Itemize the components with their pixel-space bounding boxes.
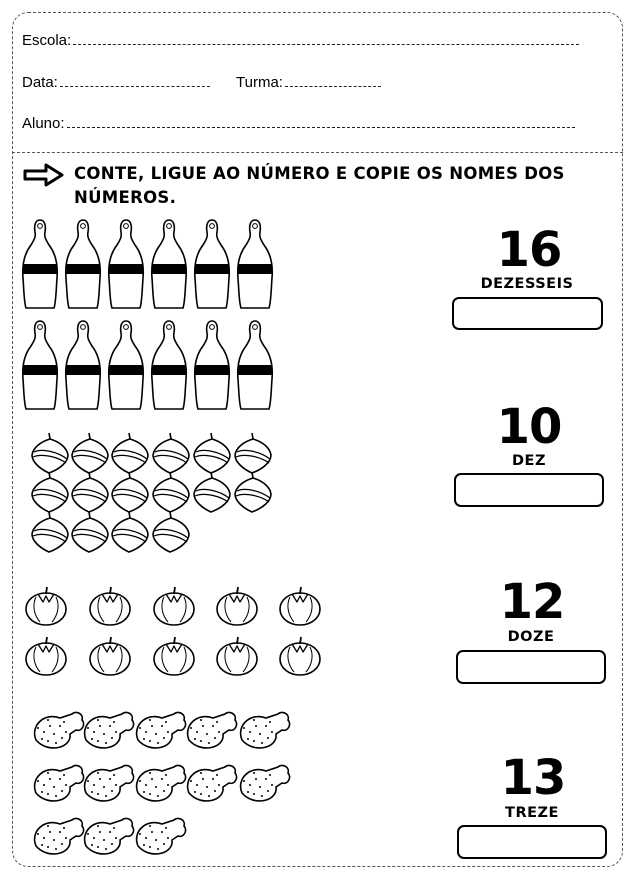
word-dezesseis: DEZESSEIS [480, 276, 574, 292]
bowling-pin-icon [195, 321, 229, 409]
spinning-top-icon [153, 472, 189, 512]
spinning-top-icon [32, 512, 68, 552]
spinning-top-icon [194, 472, 230, 512]
spinning-top-icon [32, 472, 68, 512]
tomato-icon [217, 637, 257, 675]
instruction-text: CONTE, LIGUE AO NÚMERO E COPIE OS NOMES DOS NÚMEROS. [74, 164, 565, 207]
tomato-icon [154, 587, 194, 625]
chicken-drumstick-icon [241, 712, 290, 748]
spinning-top-icon [32, 433, 68, 473]
spinning-top-icon [72, 472, 108, 512]
number-12: 12 [499, 574, 565, 630]
spinning-top-icon [235, 472, 271, 512]
chicken-drumstick-icon [241, 765, 290, 801]
word-dez: DEZ [512, 453, 546, 469]
chicken-drumstick-icon [85, 712, 134, 748]
bowling-pin-icon [66, 220, 100, 308]
spinning-top-icon [72, 512, 108, 552]
spinning-top-icon [194, 433, 230, 473]
word-treze: TREZE [505, 805, 559, 821]
spinning-top-icon [112, 433, 148, 473]
bowling-pin-icon [109, 321, 143, 409]
chicken-drumstick-icon [35, 765, 84, 801]
chicken-drumstick-icon [137, 712, 186, 748]
bowling-pin-icon [66, 321, 100, 409]
chicken-drumstick-icon [137, 765, 186, 801]
spinning-top-icon [153, 512, 189, 552]
spinning-top-icon [153, 433, 189, 473]
tomato-icon [154, 637, 194, 675]
number-16: 16 [496, 222, 562, 278]
chicken-drumstick-icon [85, 818, 134, 854]
bowling-pin-icon [195, 220, 229, 308]
word-doze: DOZE [507, 629, 555, 645]
tomato-icon [280, 637, 320, 675]
class-label: Turma: [236, 74, 283, 91]
tomato-icon [26, 637, 66, 675]
chicken-drumstick-icon [188, 765, 237, 801]
chicken-drumstick-icon [188, 712, 237, 748]
spinning-top-icon [235, 433, 271, 473]
bowling-pin-icon [109, 220, 143, 308]
chicken-drumstick-icon [137, 818, 186, 854]
bowling-pin-icon [23, 321, 57, 409]
chicken-drumstick-icon [35, 712, 84, 748]
bowling-pin-icon [238, 220, 272, 308]
number-10: 10 [496, 399, 562, 455]
tomato-icon [90, 587, 130, 625]
student-label: Aluno: [22, 115, 65, 132]
spinning-top-icon [112, 512, 148, 552]
bowling-pin-icon [152, 220, 186, 308]
bowling-pin-icon [152, 321, 186, 409]
tomato-icon [90, 637, 130, 675]
number-13: 13 [500, 750, 566, 806]
chicken-drumstick-icon [85, 765, 134, 801]
tomato-icon [280, 587, 320, 625]
date-label: Data: [22, 74, 58, 91]
school-label: Escola: [22, 32, 72, 49]
spinning-top-icon [112, 472, 148, 512]
tomato-icon [217, 587, 257, 625]
tomato-icon [26, 587, 66, 625]
chicken-drumstick-icon [35, 818, 84, 854]
bowling-pin-icon [238, 321, 272, 409]
bowling-pin-icon [23, 220, 57, 308]
spinning-top-icon [72, 433, 108, 473]
